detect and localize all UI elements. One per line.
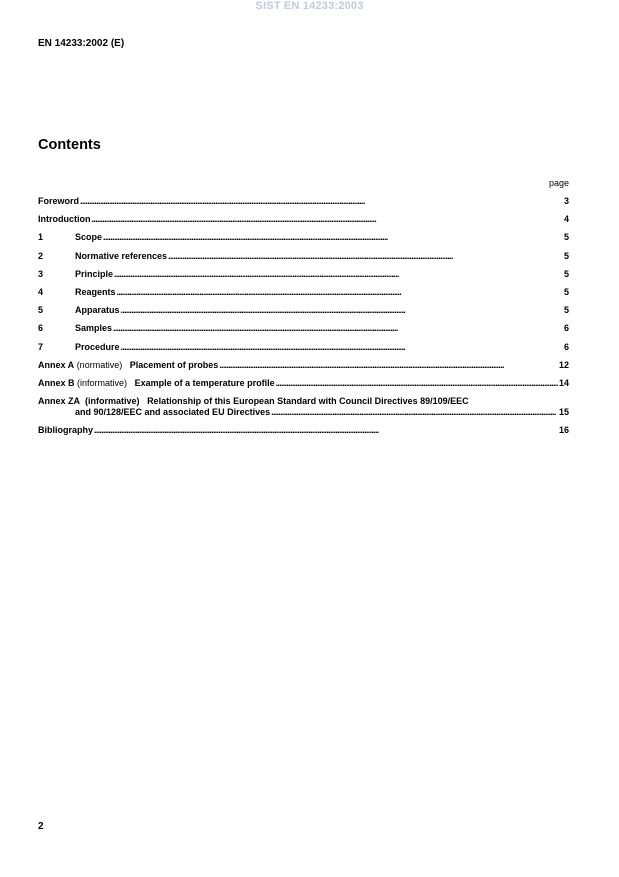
toc-entry-page: 5 (563, 305, 569, 316)
toc-entry-page: 12 (558, 359, 569, 370)
toc-entry-title: Principle (75, 268, 114, 279)
document-id: EN 14233:2002 (E) (38, 38, 125, 49)
toc-entry-normative-references[interactable] (38, 251, 569, 262)
dot-leader (92, 214, 563, 225)
toc-entry-introduction[interactable] (38, 214, 569, 225)
contents-heading: Contents (38, 137, 101, 153)
toc-entry-principle[interactable] (38, 269, 569, 280)
toc-entry-page: 5 (563, 250, 569, 261)
toc-entry-title: Placement of probes (129, 359, 219, 370)
dot-leader (276, 378, 558, 389)
toc-entry-page: 4 (563, 214, 569, 225)
toc-entry-reagents[interactable] (38, 287, 569, 298)
toc-entry-number: 3 (38, 268, 44, 279)
toc-entry-samples[interactable] (38, 323, 569, 334)
annex-type: (normative) (76, 359, 123, 370)
dot-leader (94, 425, 558, 436)
toc-entry-annex-a[interactable] (38, 360, 569, 371)
dot-leader (121, 305, 563, 316)
toc-entry-bibliography[interactable] (38, 425, 569, 436)
toc-entry-procedure[interactable] (38, 342, 569, 353)
toc-entry-title: Reagents (75, 286, 116, 297)
dot-leader (271, 407, 558, 418)
dot-leader (168, 251, 563, 262)
toc-entry-annex-b[interactable] (38, 378, 569, 389)
toc-entry-title: Introduction (38, 214, 91, 225)
watermark: SIST EN 14233:2003 (255, 0, 364, 12)
toc-entry-foreword[interactable] (38, 196, 569, 207)
toc-entry-scope[interactable] (38, 232, 569, 243)
toc-entry-page: 6 (563, 323, 569, 334)
toc-entry-title: Procedure (75, 341, 120, 352)
toc-entry-number: 6 (38, 323, 44, 334)
dot-leader (121, 342, 563, 353)
toc-entry-page: 15 (558, 407, 569, 418)
dot-leader (117, 287, 563, 298)
annex-label: Annex B (38, 377, 75, 388)
toc-entry-title: Bibliography (38, 425, 94, 436)
dot-leader (113, 323, 563, 334)
toc-entry-number: 4 (38, 286, 44, 297)
toc-entry-title: Apparatus (75, 305, 120, 316)
annex-label: Annex ZA (38, 396, 81, 407)
dot-leader (114, 269, 563, 280)
dot-leader (103, 232, 563, 243)
toc-entry-page: 5 (563, 286, 569, 297)
toc-entry-page: 3 (563, 196, 569, 206)
toc-entry-page: 14 (558, 377, 569, 388)
toc-entry-page: 5 (563, 268, 569, 279)
toc-entry-number: 7 (38, 341, 44, 352)
annex-type: (informative) (85, 396, 140, 407)
toc-entry-apparatus[interactable] (38, 305, 569, 316)
annex-type: (informative) (77, 377, 128, 388)
toc-entry-title: Relationship of this European Standard with Council Directives 89/109/EEC (147, 396, 469, 407)
toc-entry-page: 5 (563, 232, 569, 243)
dot-leader (219, 360, 558, 371)
annex-label: Annex A (38, 359, 75, 370)
toc-entry-page: 6 (563, 341, 569, 352)
dot-leader (80, 196, 563, 207)
toc-entry-number: 2 (38, 250, 44, 261)
page-number: 2 (38, 821, 44, 832)
toc-entry-title: Scope (75, 232, 103, 243)
toc-entry-title: Normative references (75, 250, 168, 261)
toc-entry-number: 1 (38, 232, 44, 243)
toc-entry-title-continued: and 90/128/EEC and associated EU Directives (75, 407, 271, 418)
page-column-label: page (548, 178, 569, 188)
toc-entry-title: Example of a temperature profile (134, 377, 275, 388)
toc-entry-annex-za[interactable] (38, 396, 569, 418)
toc-entry-page: 16 (558, 425, 569, 436)
toc-entry-title: Foreword (38, 196, 80, 206)
toc-entry-number: 5 (38, 305, 44, 316)
toc-entry-title: Samples (75, 323, 113, 334)
table-of-contents (38, 196, 569, 443)
